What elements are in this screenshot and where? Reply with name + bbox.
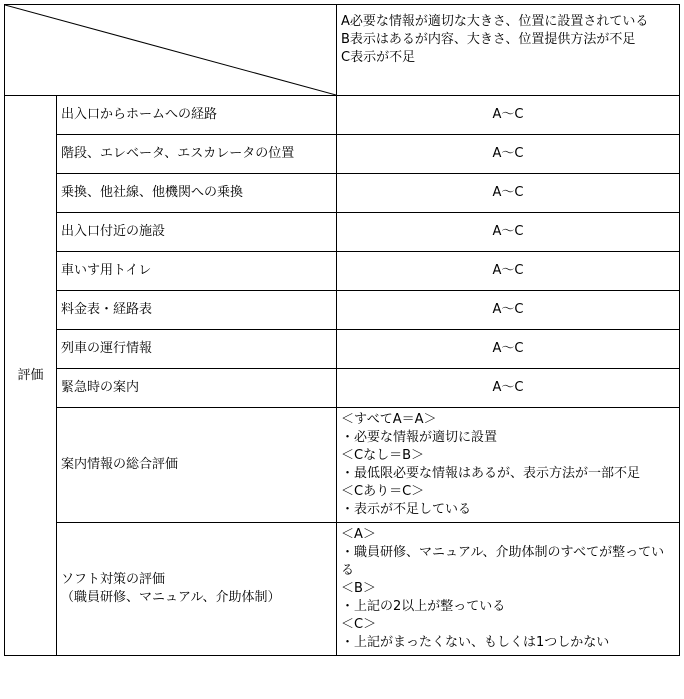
table-row bbox=[5, 174, 680, 213]
legend-b: B表示はあるが内容、大きさ、位置提供方法が不足 bbox=[341, 32, 636, 47]
item-label: 出入口付近の施設 bbox=[57, 213, 337, 252]
soft-row bbox=[5, 523, 680, 656]
criteria-line: ＜A＞ bbox=[341, 527, 376, 542]
legend-cell bbox=[337, 5, 680, 96]
item-label: 料金表・経路表 bbox=[57, 291, 337, 330]
criteria-line: ・表示が不足している bbox=[341, 502, 472, 517]
diagonal-line bbox=[5, 5, 336, 95]
criteria-line: ・上記の2以上が整っている bbox=[341, 599, 506, 614]
criteria-line: ＜C＞ bbox=[341, 617, 377, 632]
item-value: A～C bbox=[337, 174, 680, 213]
table-row bbox=[5, 252, 680, 291]
item-value: A～C bbox=[337, 213, 680, 252]
criteria-line: ・上記がまったくない、もしくは1つしかない bbox=[341, 635, 610, 650]
legend-c: C表示が不足 bbox=[341, 50, 416, 65]
overall-criteria bbox=[337, 408, 680, 523]
evaluation-label: 評価 bbox=[5, 96, 57, 656]
item-value: A～C bbox=[337, 291, 680, 330]
table-row bbox=[5, 369, 680, 408]
criteria-line: ・最低限必要な情報はあるが、表示方法が一部不足 bbox=[341, 466, 641, 481]
criteria-line: ＜Cなし＝B＞ bbox=[341, 448, 424, 463]
soft-criteria bbox=[337, 523, 680, 656]
item-label: 出入口からホームへの経路 bbox=[57, 96, 337, 135]
item-value: A～C bbox=[337, 330, 680, 369]
diagonal-header-cell bbox=[5, 5, 337, 96]
table-row bbox=[5, 213, 680, 252]
overall-row bbox=[5, 408, 680, 523]
criteria-line: ・必要な情報が適切に設置 bbox=[341, 430, 498, 445]
criteria-line: ＜Cあり＝C＞ bbox=[341, 484, 425, 499]
soft-item-line: （職員研修、マニュアル、介助体制） bbox=[61, 590, 281, 605]
item-label: 列車の運行情報 bbox=[57, 330, 337, 369]
soft-item-label bbox=[57, 523, 337, 656]
item-value: A～C bbox=[337, 369, 680, 408]
soft-item-line: ソフト対策の評価 bbox=[61, 572, 166, 587]
table-row bbox=[5, 96, 680, 135]
evaluation-table bbox=[4, 4, 680, 656]
criteria-line: ＜すべてA＝A＞ bbox=[341, 412, 437, 427]
criteria-line: ・職員研修、マニュアル、介助体制のすべてが整っている bbox=[341, 545, 665, 578]
header-row bbox=[5, 5, 680, 96]
legend-a: A必要な情報が適切な大きさ、位置に設置されている bbox=[341, 14, 649, 29]
criteria-line: ＜B＞ bbox=[341, 581, 376, 596]
item-value: A～C bbox=[337, 96, 680, 135]
item-label: 緊急時の案内 bbox=[57, 369, 337, 408]
item-label: 階段、エレベータ、エスカレータの位置 bbox=[57, 135, 337, 174]
item-value: A～C bbox=[337, 135, 680, 174]
table-row bbox=[5, 135, 680, 174]
item-label: 乗換、他社線、他機関への乗換 bbox=[57, 174, 337, 213]
table-row bbox=[5, 330, 680, 369]
item-value: A～C bbox=[337, 252, 680, 291]
overall-item-label: 案内情報の総合評価 bbox=[57, 408, 337, 523]
table-row bbox=[5, 291, 680, 330]
item-label: 車いす用トイレ bbox=[57, 252, 337, 291]
